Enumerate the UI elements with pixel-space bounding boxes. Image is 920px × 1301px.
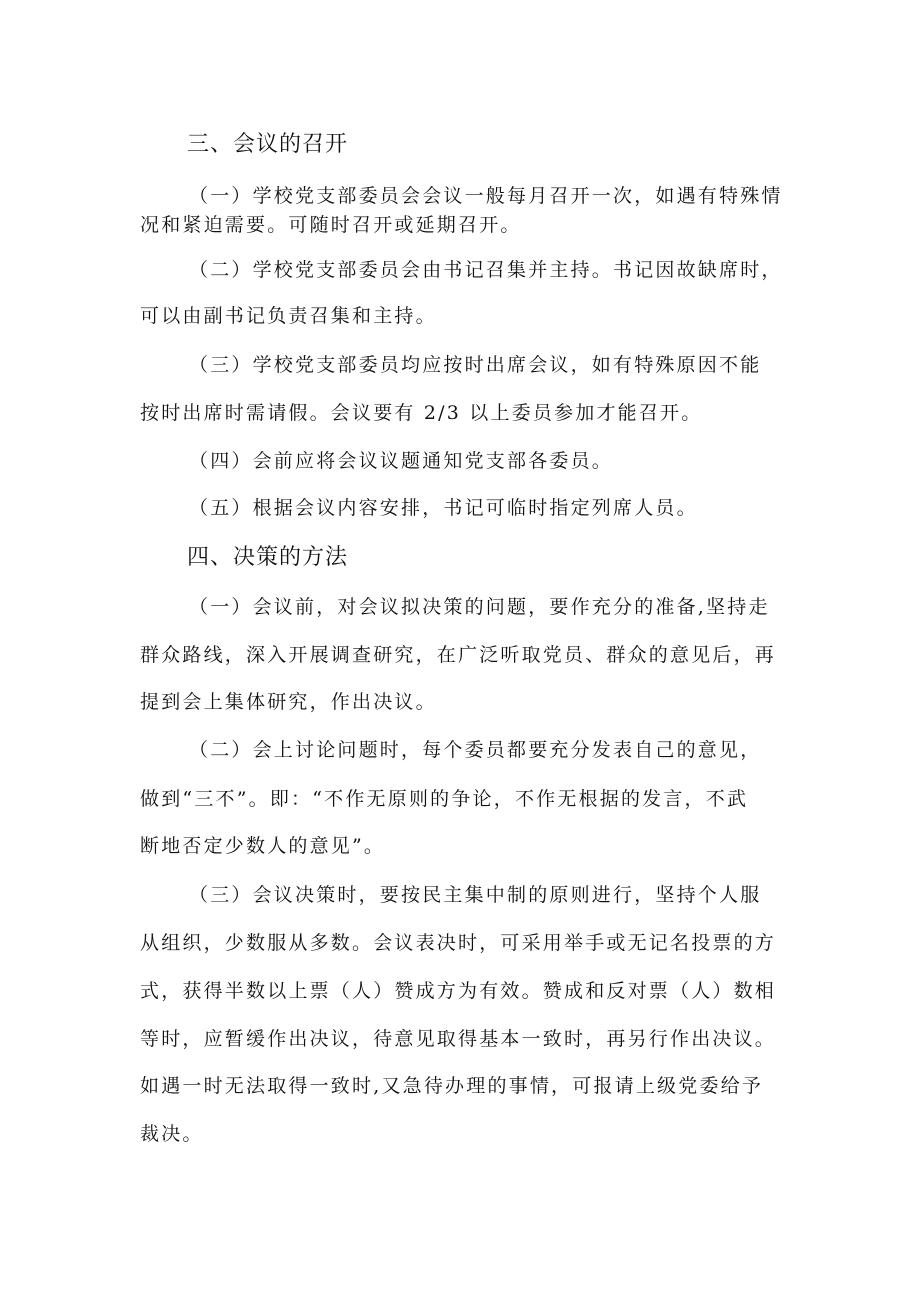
s3-p3-line2: 按时出席时需请假。会议要有 2/3 以上委员参加才能召开。 [140, 402, 703, 424]
s4-p3-line3: 式，获得半数以上票（人）赞成方为有效。赞成和反对票（人）数相 [140, 980, 777, 1002]
s3-p1-line2: 况和紧迫需要。可随时召开或延期召开。 [140, 214, 522, 236]
s4-p3-line5: 如遇一时无法取得一致时,又急待办理的事情，可报请上级党委给予 [140, 1075, 764, 1097]
s4-p2-line2: 做到“三不”。即：“不作无原则的争论，不作无根据的发言，不武 [140, 788, 749, 810]
s4-p3-line2: 从组织，少数服从多数。会议表决时，可采用举手或无记名投票的方 [140, 932, 777, 954]
s4-p1-line2: 群众路线，深入开展调查研究，在广泛听取党员、群众的意见后，再 [140, 644, 777, 666]
s4-p3-line4: 等时，应暂缓作出决议，待意见取得基本一致时，再另行作出决议。 [140, 1028, 777, 1050]
s4-p2-line1: （二）会上讨论问题时，每个委员都要充分发表自己的意见， [189, 739, 762, 761]
section-4-heading: 四、决策的方法 [187, 545, 349, 570]
s4-p3-line6: 裁决。 [140, 1123, 204, 1145]
s4-p1-line3: 提到会上集体研究，作出决议。 [140, 691, 437, 713]
s3-p5-line1: （五）根据会议内容安排，书记可临时指定列席人员。 [189, 497, 698, 519]
s3-p2-line1: （二）学校党支部委员会由书记召集并主持。书记因故缺席时， [189, 259, 783, 281]
s3-p3-line1: （三）学校党支部委员均应按时出席会议，如有特殊原因不能 [189, 354, 762, 376]
section-3-heading: 三、会议的召开 [187, 132, 349, 157]
s3-p2-line2: 可以由副书记负责召集和主持。 [140, 305, 437, 327]
s4-p2-line3: 断地否定少数人的意见”。 [140, 835, 386, 857]
s4-p3-line1: （三）会议决策时，要按民主集中制的原则进行，坚持个人服 [189, 884, 762, 906]
s4-p1-line1: （一）会议前，对会议拟决策的问题，要作充分的准备,坚持走 [189, 596, 770, 618]
s3-p4-line1: （四）会前应将会议议题通知党支部各委员。 [189, 450, 614, 472]
s3-p1-line1: （一）学校党支部委员会会议一般每月召开一次，如遇有特殊情 [189, 185, 783, 207]
